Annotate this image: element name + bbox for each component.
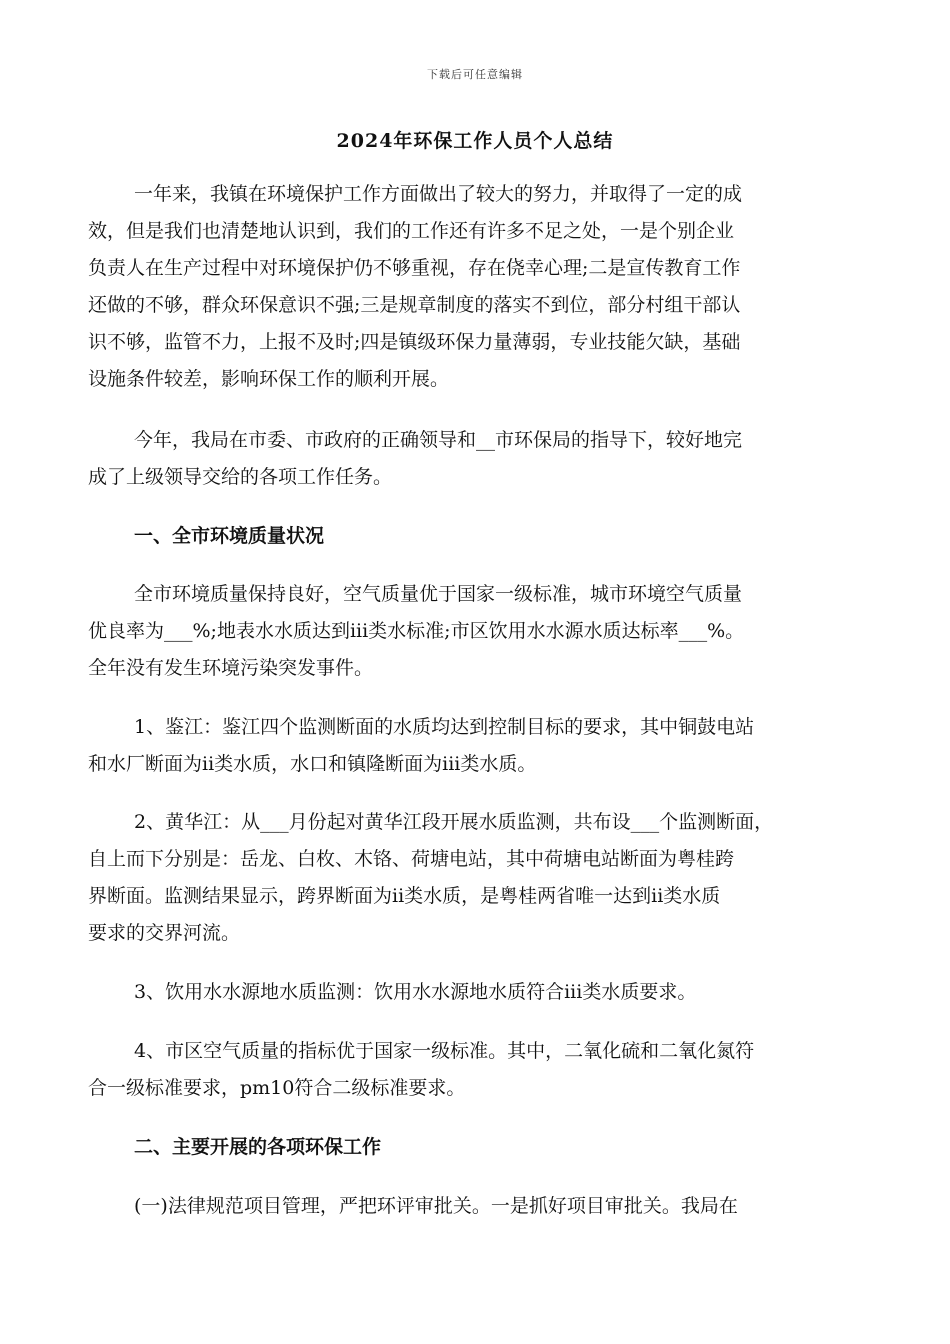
text-line: 1、鉴江：鉴江四个监测断面的水质均达到控制目标的要求，其中铜鼓电站 xyxy=(134,716,755,738)
header-note: 下载后可任意编辑 xyxy=(427,68,523,81)
text-line: 还做的不够，群众环保意识不强;三是规章制度的落实不到位，部分村组干部认 xyxy=(88,294,741,316)
section-heading-main-work: 二、主要开展的各项环保工作 xyxy=(134,1136,382,1158)
text-line: 今年，我局在市委、市政府的正确领导和__市环保局的指导下，较好地完 xyxy=(134,429,743,451)
paragraph-jianjiang xyxy=(88,709,868,783)
text-line: 要求的交界河流。 xyxy=(88,922,241,944)
text-line: 优良率为___%;地表水水质达到iii类水标准;市区饮用水水源水质达标率___%。 xyxy=(88,620,745,642)
paragraph-this-year xyxy=(88,422,868,496)
paragraph-project-management xyxy=(88,1188,868,1225)
text-line: 一年来，我镇在环境保护工作方面做出了较大的努力，并取得了一定的成 xyxy=(134,183,743,205)
text-line: 合一级标准要求，pm10符合二级标准要求。 xyxy=(88,1077,466,1099)
text-line: 负责人在生产过程中对环境保护仍不够重视，存在侥幸心理;二是宣传教育工作 xyxy=(88,257,741,279)
text-line: 全年没有发生环境污染突发事件。 xyxy=(88,657,374,679)
paragraph-drinking-water xyxy=(88,974,868,1011)
text-line: 3、饮用水水源地水质监测：饮用水水源地水质符合iii类水质要求。 xyxy=(134,981,697,1003)
document-title: 2024年环保工作人员个人总结 xyxy=(336,130,614,152)
section-heading-environment-quality: 一、全市环境质量状况 xyxy=(134,525,325,547)
text-line: 和水厂断面为ii类水质，水口和镇隆断面为iii类水质。 xyxy=(88,753,537,775)
paragraph-huanghuajiang xyxy=(88,804,868,952)
text-line: 成了上级领导交给的各项工作任务。 xyxy=(88,466,393,488)
text-line: (一)法律规范项目管理，严把环评审批关。一是抓好项目审批关。我局在 xyxy=(134,1195,738,1217)
paragraph-air-quality xyxy=(88,1033,868,1107)
text-line: 设施条件较差，影响环保工作的顺利开展。 xyxy=(88,368,450,390)
paragraph-intro xyxy=(88,176,868,398)
text-line: 全市环境质量保持良好，空气质量优于国家一级标准，城市环境空气质量 xyxy=(134,583,743,605)
paragraph-quality-overview xyxy=(88,576,868,687)
text-line: 识不够，监管不力，上报不及时;四是镇级环保力量薄弱，专业技能欠缺，基础 xyxy=(88,331,741,353)
text-line: 自上而下分别是：岳龙、白枚、木铬、荷塘电站，其中荷塘电站断面为粤桂跨 xyxy=(88,848,735,870)
text-line: 4、市区空气质量的指标优于国家一级标准。其中，二氧化硫和二氧化氮符 xyxy=(134,1040,755,1062)
text-line: 2、黄华江：从___月份起对黄华江段开展水质监测，共布设___个监测断面， xyxy=(134,811,774,833)
text-line: 界断面。监测结果显示，跨界断面为ii类水质，是粤桂两省唯一达到ii类水质 xyxy=(88,885,721,907)
text-line: 效，但是我们也清楚地认识到，我们的工作还有许多不足之处，一是个别企业 xyxy=(88,220,735,242)
